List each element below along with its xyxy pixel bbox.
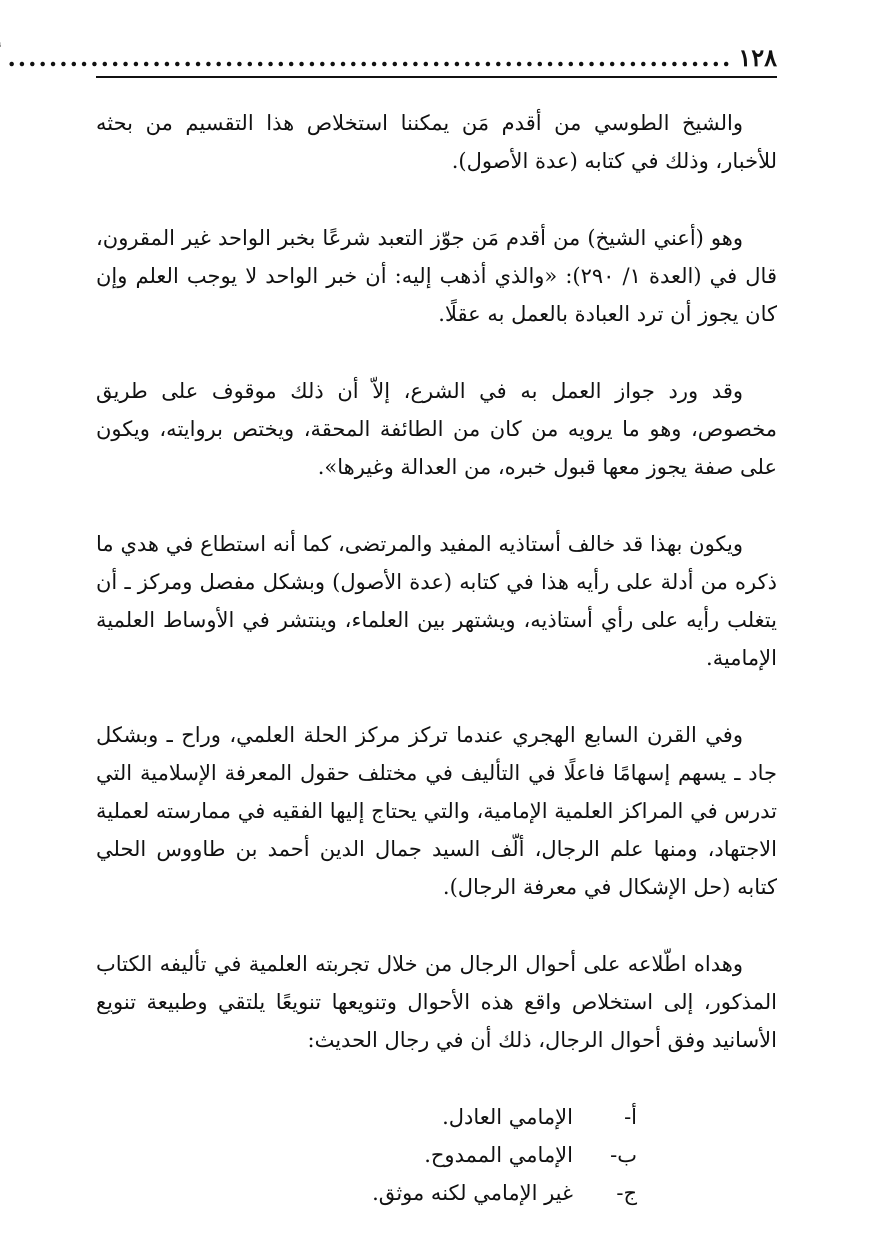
paragraph: والشيخ الطوسي من أقدم مَن يمكننا استخلاص هذا التقسيم من بحثه للأخبار، وذلك في كتابه (عدة الأصول). (96, 111, 777, 173)
paragraph: وفي القرن السابع الهجري عندما تركز مركز الحلة العلمي، وراح ـ وبشكل جاد ـ يسهم إسهامًا فاعلًا في التأليف في مختلف حقول المعرفة الإسلامية التي تدرس في المراكز العلمية الإمامية، والتي يحتاج إليها الفقيه في ممارسته لعملية الاجتهاد، ومنها علم الرجال، ألّف السيد جمال الدين أحمد بن طاووس الحلي كتابه (حل الإشكال في معرفة الرجال). (96, 723, 777, 899)
paragraph: وهداه اطّلاعه على أحوال الرجال من خلال تجربته العلمية في تأليفه الكتاب المذكور، إلى استخلاص واقع هذه الأحوال وتنويعها تنويعًا يلتقي وطبيعة تنويع الأسانيد وفق أحوال الرجال، ذلك أن في رجال الحديث: (96, 952, 777, 1052)
header-leader-dots: ...................................................................... (7, 43, 733, 72)
list-item-text: الإمامي الممدوح. (424, 1143, 573, 1167)
page-number: ١٢٨ (738, 43, 777, 72)
running-title (0, 43, 1, 72)
header-rule (96, 76, 777, 78)
list-marker: ب- (610, 1143, 637, 1167)
list-item-text: غير الإمامي لكنه موثق. (372, 1181, 573, 1205)
list-item (96, 1174, 637, 1212)
page-header (7, 34, 777, 72)
body-text (96, 104, 777, 1212)
list-item (96, 1136, 637, 1174)
paragraph: وقد ورد جواز العمل به في الشرع، إلاّ أن ذلك موقوف على طريق مخصوص، وهو ما يرويه من كان من الطائفة المحقة، ويختص بروايته، ويكون على صفة يجوز معها قبول خبره، من العدالة وغيرها». (96, 379, 777, 479)
list-marker: ج- (616, 1181, 637, 1205)
narrator-categories-list (96, 1098, 777, 1212)
list-item-text: الإمامي العادل. (442, 1105, 573, 1129)
list-item (96, 1098, 637, 1136)
paragraph: ويكون بهذا قد خالف أستاذيه المفيد والمرتضى، كما أنه استطاع في هدي ما ذكره من أدلة على رأيه هذا في كتابه (عدة الأصول) وبشكل مفصل ومركز ـ أن يتغلب رأيه على رأي أستاذيه، ويشتهر بين العلماء، وينتشر في الأوساط العلمية الإمامية. (96, 532, 777, 670)
paragraph: وهو (أعني الشيخ) من أقدم مَن جوّز التعبد شرعًا بخبر الواحد غير المقرون، قال في (العدة ١/ ٢٩٠): «والذي أذهب إليه: أن خبر الواحد لا يوجب العلم وإن كان يجوز أن ترد العبادة بالعمل به عقلًا. (96, 226, 777, 326)
list-marker: أ- (624, 1105, 637, 1129)
